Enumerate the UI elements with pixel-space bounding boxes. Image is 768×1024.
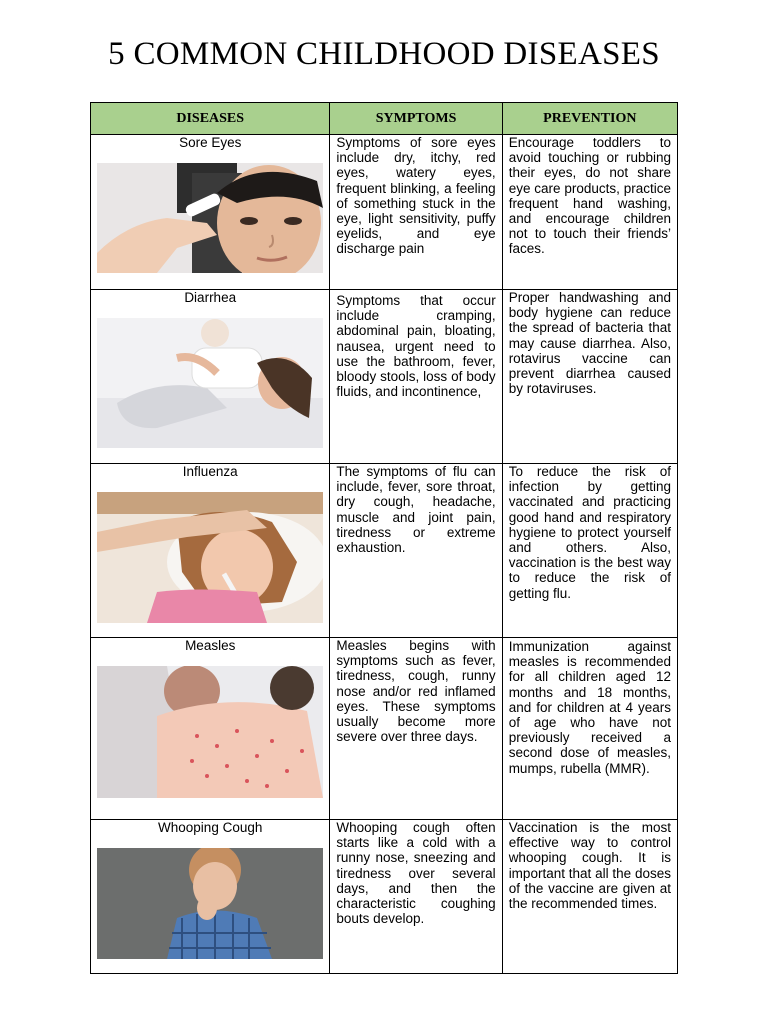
prevention-cell xyxy=(502,820,677,974)
prevention-text: Vaccination is the most effective way to control whooping cough. It is important that all the doses of the vaccine are given at the recommended times. xyxy=(508,820,671,912)
table-header-row xyxy=(91,103,678,135)
disease-photo xyxy=(97,666,323,798)
disease-photo xyxy=(97,492,323,623)
table-row xyxy=(91,820,678,974)
header-prevention: PREVENTION xyxy=(502,103,677,135)
disease-name: Influenza xyxy=(182,464,238,479)
symptoms-text: The symptoms of flu can include, fever, sore throat, dry cough, headache, muscle and joint pain, tiredness or extreme exhaustion. xyxy=(336,464,496,556)
disease-name: Measles xyxy=(185,638,236,653)
disease-name: Diarrhea xyxy=(184,290,237,305)
diseases-table xyxy=(90,102,678,974)
symptoms-cell xyxy=(330,638,502,820)
disease-cell xyxy=(91,638,330,820)
symptoms-text: Symptoms that occur include cramping, abdominal pain, bloating, nausea, urgent need to use the bathroom, fever, bloody stools, loss of body fluids, and incontinence, xyxy=(336,293,496,400)
disease-photo xyxy=(97,318,323,448)
disease-name: Sore Eyes xyxy=(179,135,242,150)
prevention-text: Immunization against measles is recommended for all children aged 12 months and 18 months, and for children at 4 years of age who have not previously received a second dose of measles, mumps, rubella (MMR). xyxy=(508,639,671,776)
disease-name: Whooping Cough xyxy=(158,820,263,835)
prevention-text: Encourage toddlers to avoid touching or rubbing their eyes, do not share eye care products, practice frequent hand washing, and encourage children not to touch their friends’ faces. xyxy=(508,135,671,257)
table-row xyxy=(91,135,678,290)
table-row xyxy=(91,290,678,464)
table-row xyxy=(91,638,678,820)
disease-cell xyxy=(91,464,330,638)
prevention-cell xyxy=(502,135,677,290)
symptoms-text: Measles begins with symptoms such as fever, tiredness, cough, runny nose and/or red inflamed eyes. These symptoms usually become more severe over three days. xyxy=(336,638,496,745)
header-symptoms: SYMPTOMS xyxy=(330,103,502,135)
prevention-cell xyxy=(502,464,677,638)
symptoms-cell xyxy=(330,464,502,638)
disease-photo xyxy=(97,848,323,959)
symptoms-cell xyxy=(330,290,502,464)
page-title: 5 COMMON CHILDHOOD DISEASES xyxy=(108,36,660,72)
symptoms-cell xyxy=(330,820,502,974)
prevention-cell xyxy=(502,290,677,464)
table-row xyxy=(91,464,678,638)
disease-photo xyxy=(97,163,323,273)
disease-cell xyxy=(91,135,330,290)
disease-cell xyxy=(91,290,330,464)
prevention-text: Proper handwashing and body hygiene can reduce the spread of bacteria that may cause diarrhea. Also, rotavirus vaccine can prevent diarrhea caused by rotaviruses. xyxy=(508,290,671,397)
disease-cell xyxy=(91,820,330,974)
prevention-cell xyxy=(502,638,677,820)
header-diseases: DISEASES xyxy=(91,103,330,135)
symptoms-text: Whooping cough often starts like a cold with a runny nose, sneezing and tiredness over several days, and then the characteristic coughing bouts develop. xyxy=(336,820,496,927)
symptoms-text: Symptoms of sore eyes include dry, itchy, red eyes, watery eyes, frequent blinking, a feeling of something stuck in the eye, light sensitivity, puffy eyelids, and eye discharge pain xyxy=(336,135,496,257)
symptoms-cell xyxy=(330,135,502,290)
prevention-text: To reduce the risk of infection by getting vaccinated and practicing good hand and respiratory hygiene to protect yourself and others. Also, vaccination is the best way to reduce the risk of getting flu. xyxy=(508,464,671,601)
